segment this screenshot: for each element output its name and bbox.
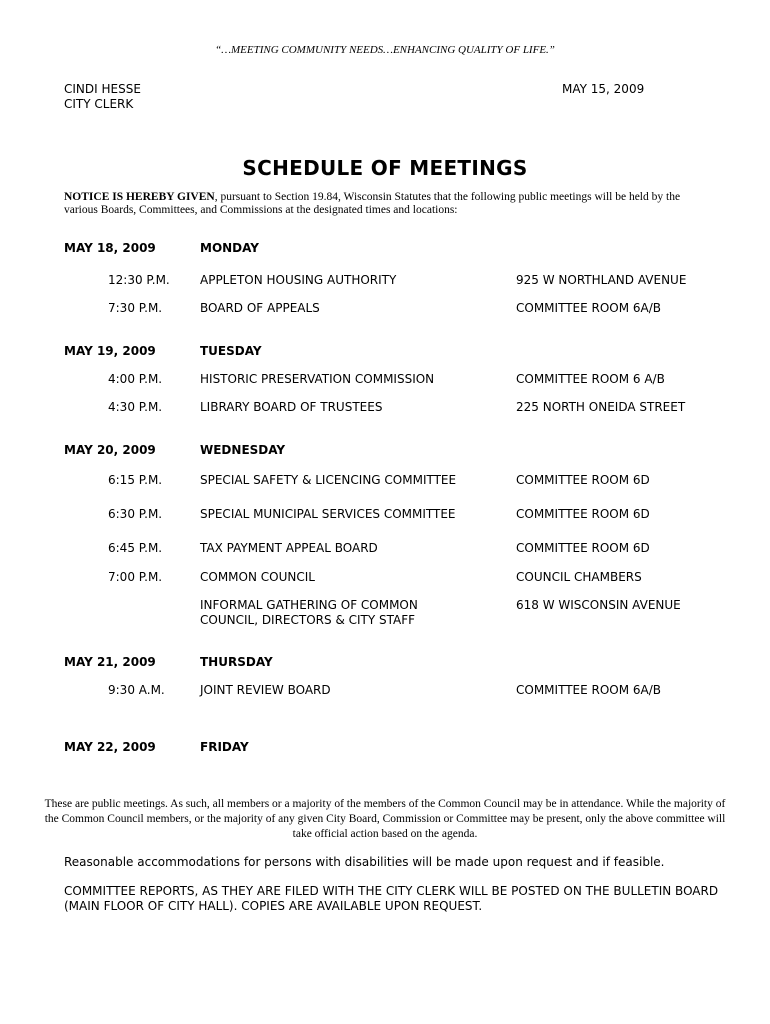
- meeting-time: 4:30 P.M.: [108, 400, 163, 414]
- day-date: MAY 18, 2009: [64, 241, 156, 255]
- meeting-time: 7:00 P.M.: [108, 570, 163, 584]
- meeting-time: 7:30 P.M.: [108, 301, 163, 315]
- meeting-location: COMMITTEE ROOM 6 A/B: [516, 372, 665, 386]
- meeting-body: JOINT REVIEW BOARD: [200, 683, 331, 697]
- accommodations-notice: Reasonable accommodations for persons with disabilities will be made upon request and if feasible.: [64, 855, 665, 869]
- meeting-body: BOARD OF APPEALS: [200, 301, 320, 315]
- day-date: MAY 22, 2009: [64, 740, 156, 754]
- clerk-name: CINDI HESSE: [64, 82, 141, 96]
- meeting-location: COMMITTEE ROOM 6A/B: [516, 301, 662, 315]
- meeting-time: 6:45 P.M.: [108, 541, 163, 555]
- meeting-body: TAX PAYMENT APPEAL BOARD: [200, 541, 378, 555]
- day-weekday: FRIDAY: [200, 740, 249, 754]
- committee-reports-notice: COMMITTEE REPORTS, AS THEY ARE FILED WITH THE CITY CLERK WILL BE POSTED ON THE BULLETIN BOARD (MAIN FLOOR OF CITY HALL). COPIES ARE AVAILABLE UPON REQUEST.: [64, 884, 719, 913]
- day-date: MAY 19, 2009: [64, 344, 156, 358]
- meeting-time: 6:30 P.M.: [108, 507, 163, 521]
- day-weekday: TUESDAY: [200, 344, 262, 358]
- day-weekday: MONDAY: [200, 241, 259, 255]
- meeting-body: SPECIAL SAFETY & LICENCING COMMITTEE: [200, 473, 457, 487]
- meeting-location: COMMITTEE ROOM 6A/B: [516, 683, 662, 697]
- meeting-location: 618 W WISCONSIN AVENUE: [516, 598, 681, 612]
- clerk-title: CITY CLERK: [64, 97, 134, 111]
- notice-lead: NOTICE IS HEREBY GIVEN: [64, 191, 215, 203]
- day-weekday: WEDNESDAY: [200, 443, 286, 457]
- notice-paragraph: [64, 191, 714, 217]
- meeting-time: 12:30 P.M.: [108, 273, 170, 287]
- page-title: SCHEDULE OF MEETINGS: [242, 156, 528, 180]
- meeting-location: 225 NORTH ONEIDA STREET: [516, 400, 686, 414]
- notice-date: MAY 15, 2009: [562, 82, 645, 96]
- public-meeting-notice: These are public meetings. As such, all members or a majority of the members of the Common Council may be in attendance. While the majority of the Common Council members, or the majority of any given City Board, Commission or Committee may be present, only the above committee will take official action based on the agenda.: [44, 798, 726, 840]
- meeting-time: 9:30 A.M.: [108, 683, 165, 697]
- meeting-location: COMMITTEE ROOM 6D: [516, 541, 650, 555]
- meeting-location: COMMITTEE ROOM 6D: [516, 507, 650, 521]
- day-date: MAY 21, 2009: [64, 655, 156, 669]
- meeting-body: APPLETON HOUSING AUTHORITY: [200, 273, 397, 287]
- motto: “…MEETING COMMUNITY NEEDS…ENHANCING QUALITY OF LIFE.”: [215, 44, 555, 56]
- meeting-location: COMMITTEE ROOM 6D: [516, 473, 650, 487]
- meeting-time: 4:00 P.M.: [108, 372, 163, 386]
- day-date: MAY 20, 2009: [64, 443, 156, 457]
- meeting-location: COUNCIL CHAMBERS: [516, 570, 642, 584]
- day-weekday: THURSDAY: [200, 655, 273, 669]
- meeting-time: 6:15 P.M.: [108, 473, 163, 487]
- meeting-location: 925 W NORTHLAND AVENUE: [516, 273, 687, 287]
- meeting-body: HISTORIC PRESERVATION COMMISSION: [200, 372, 435, 386]
- meeting-body: COMMON COUNCIL: [200, 570, 315, 584]
- meeting-body: SPECIAL MUNICIPAL SERVICES COMMITTEE: [200, 507, 456, 521]
- meeting-body: INFORMAL GATHERING OF COMMON COUNCIL, DIRECTORS & CITY STAFF: [200, 598, 418, 627]
- clerk-block: [64, 82, 141, 112]
- meeting-body: LIBRARY BOARD OF TRUSTEES: [200, 400, 383, 414]
- notice-text: , pursuant to Section 19.84, Wisconsin Statutes that the following public meetings will be held by the various Boards, Committees, and Commissions at the designated times and locations:: [64, 191, 681, 216]
